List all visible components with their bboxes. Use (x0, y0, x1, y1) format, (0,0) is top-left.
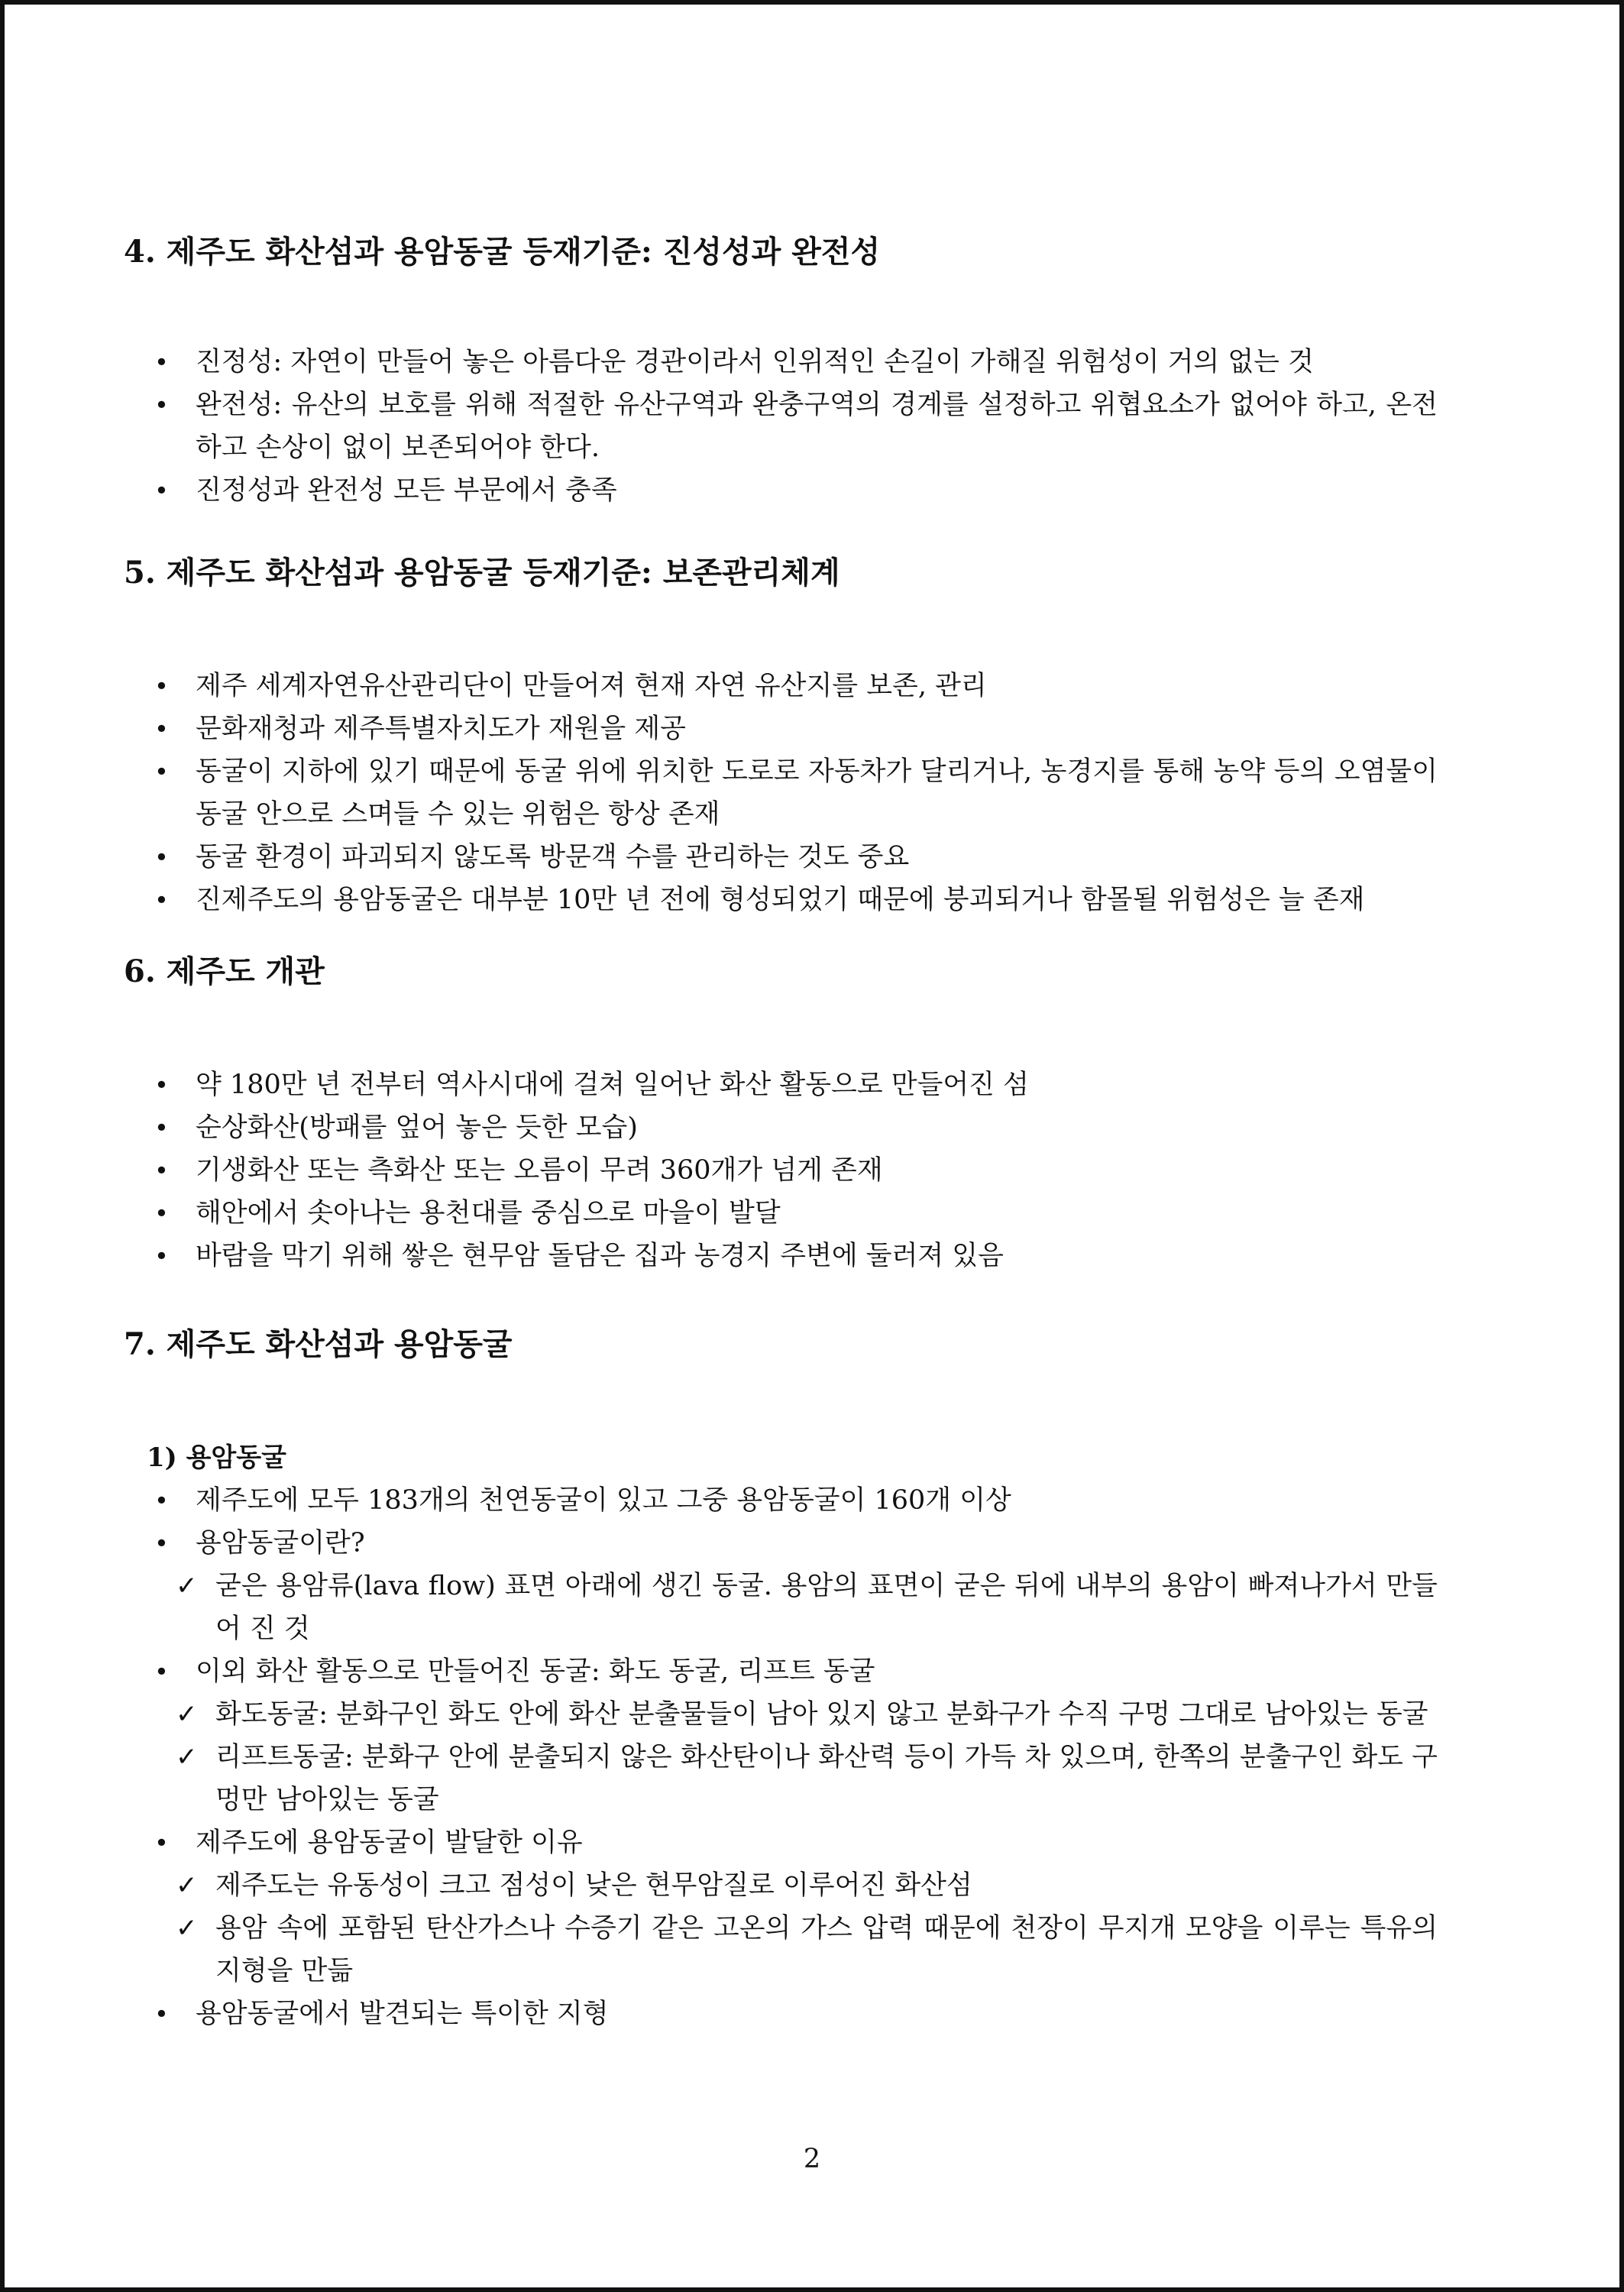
list-item-text: 이외 화산 활동으로 만들어진 동굴: 화도 동굴, 리프트 동굴 (196, 1656, 875, 1687)
bullet-icon: • (154, 1657, 169, 1686)
bullet-icon: • (154, 390, 169, 419)
check-list-item (124, 1693, 1438, 1736)
checkmark-icon: ✓ (176, 1913, 198, 1944)
list-item-text: 용암동굴이란? (196, 1528, 365, 1559)
checkmark-icon: ✓ (176, 1870, 198, 1901)
page-number: 2 (803, 2144, 821, 2174)
list-item (124, 1149, 1438, 1192)
section-heading: 6. 제주도 개관 (124, 953, 325, 989)
check-list-item (124, 1565, 1438, 1650)
section-heading: 5. 제주도 화산섬과 용암동굴 등재기준: 보존관리체계 (124, 555, 840, 591)
list-item (124, 1821, 1438, 1864)
list-item-text: 순상화산(방패를 엎어 놓은 듯한 모습) (196, 1112, 638, 1143)
subsection-heading: 1) 용암동굴 (147, 1442, 286, 1473)
list-item (124, 1235, 1438, 1277)
list-item (124, 469, 1438, 512)
list-item-text: 기생화산 또는 측화산 또는 오름이 무려 360개가 넘게 존재 (196, 1155, 883, 1186)
bullet-icon: • (154, 476, 169, 505)
bullet-list (124, 1993, 1438, 2035)
list-item-text: 용암동굴에서 발견되는 특이한 지형 (196, 1999, 609, 2029)
check-list (124, 1864, 1438, 1993)
bullet-list (124, 1063, 1438, 1277)
list-item (124, 750, 1438, 836)
checkmark-icon: ✓ (176, 1742, 198, 1772)
list-item-text: 제주 세계자연유산관리단이 만들어져 현재 자연 유산지를 보존, 관리 (196, 671, 987, 701)
bullet-icon: • (154, 1486, 169, 1515)
list-item-text: 진제주도의 용암동굴은 대부분 10만 년 전에 형성되었기 때문에 붕괴되거나 함몰될 위험성은 늘 존재 (196, 885, 1365, 915)
list-item-text: 제주도에 용암동굴이 발달한 이유 (196, 1827, 583, 1858)
list-item-text: 바람을 막기 위해 쌓은 현무암 돌담은 집과 농경지 주변에 둘러져 있음 (196, 1241, 1004, 1271)
bullet-list (124, 1650, 1438, 1693)
list-item-text: 제주도에 모두 183개의 천연동굴이 있고 그중 용암동굴이 160개 이상 (196, 1485, 1011, 1516)
section-heading: 4. 제주도 화산섬과 용암동굴 등재기준: 진성성과 완전성 (124, 234, 881, 270)
list-item-text: 진정성: 자연이 만들어 놓은 아름다운 경관이라서 인위적인 손길이 가해질 위험성이 거의 없는 것 (196, 347, 1314, 377)
list-item-text: 진정성과 완전성 모든 부문에서 충족 (196, 475, 617, 506)
check-list (124, 1565, 1438, 1650)
bullet-icon: • (154, 714, 169, 743)
list-item (124, 384, 1438, 469)
list-item (124, 879, 1438, 921)
bullet-list (124, 665, 1438, 921)
section-7 (124, 1323, 1438, 2035)
section-5 (124, 552, 1438, 921)
section-6 (124, 950, 1438, 1277)
list-item (124, 1479, 1438, 1522)
bullet-icon: • (154, 1070, 169, 1099)
checkmark-icon: ✓ (176, 1571, 198, 1601)
list-item (124, 1993, 1438, 2035)
check-list-item (124, 1864, 1438, 1907)
check-list-item-text: 리프트동굴: 분화구 안에 분출되지 않은 화산탄이나 화산력 등이 가득 차 있으며, 한쪽의 분출구인 화도 구멍만 남아있는 동굴 (215, 1742, 1438, 1815)
check-list-item-text: 제주도는 유동성이 크고 점성이 낮은 현무암질로 이루어진 화산섬 (215, 1870, 972, 1901)
bullet-icon: • (154, 1199, 169, 1228)
list-item (124, 836, 1438, 879)
bullet-list (124, 1821, 1438, 1864)
list-item (124, 665, 1438, 707)
section-4 (124, 231, 1438, 512)
bullet-icon: • (154, 348, 169, 377)
list-item-text: 동굴 환경이 파괴되지 않도록 방문객 수를 관리하는 것도 중요 (196, 842, 910, 872)
list-item (124, 1106, 1438, 1149)
list-item (124, 1650, 1438, 1693)
bullet-list (124, 341, 1438, 512)
bullet-icon: • (154, 1242, 169, 1271)
list-item-text: 약 180만 년 전부터 역사시대에 걸쳐 일어난 화산 활동으로 만들어진 섬 (196, 1070, 1029, 1100)
check-list-item-text: 화도동굴: 분화구인 화도 안에 화산 분출물들이 남아 있지 않고 분화구가 수직 구멍 그대로 남아있는 동굴 (215, 1699, 1428, 1730)
check-list (124, 1693, 1438, 1821)
bullet-list (124, 1479, 1438, 1565)
list-item (124, 1063, 1438, 1106)
list-item-text: 해안에서 솟아나는 용천대를 중심으로 마을이 발달 (196, 1198, 781, 1229)
list-item (124, 707, 1438, 750)
bullet-icon: • (154, 1113, 169, 1142)
bullet-icon: • (154, 1156, 169, 1185)
checkmark-icon: ✓ (176, 1699, 198, 1730)
list-item-text: 완전성: 유산의 보호를 위해 적절한 유산구역과 완충구역의 경계를 설정하고 위협요소가 없어야 하고, 온전하고 손상이 없이 보존되어야 한다. (196, 390, 1438, 463)
bullet-icon: • (154, 1999, 169, 2028)
check-list-item (124, 1907, 1438, 1993)
list-item (124, 341, 1438, 384)
bullet-icon: • (154, 885, 169, 915)
list-item-text: 문화재청과 제주특별자치도가 재원을 제공 (196, 714, 686, 744)
list-item (124, 1192, 1438, 1235)
section-heading: 7. 제주도 화산섬과 용암동굴 (124, 1326, 513, 1362)
list-item (124, 1522, 1438, 1565)
bullet-icon: • (154, 757, 169, 786)
check-list-item-text: 굳은 용암류(lava flow) 표면 아래에 생긴 동굴. 용암의 표면이 굳은 뒤에 내부의 용암이 빠져나가서 만들어 진 것 (215, 1571, 1438, 1644)
bullet-icon: • (154, 1828, 169, 1857)
bullet-icon: • (154, 672, 169, 701)
check-list-item (124, 1736, 1438, 1821)
bullet-icon: • (154, 843, 169, 872)
bullet-icon: • (154, 1529, 169, 1558)
check-list-item-text: 용암 속에 포함된 탄산가스나 수증기 같은 고온의 가스 압력 때문에 천장이 무지개 모양을 이루는 특유의 지형을 만듦 (215, 1913, 1438, 1986)
list-item-text: 동굴이 지하에 있기 때문에 동굴 위에 위치한 도로로 자동차가 달리거나, 농경지를 통해 농약 등의 오염물이 동굴 안으로 스며들 수 있는 위험은 항상 존재 (196, 756, 1438, 830)
